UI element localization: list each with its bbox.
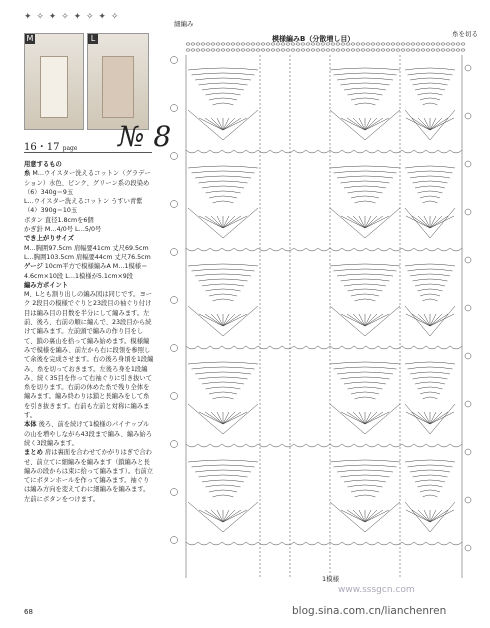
yarn-l: L…ウイスター洗えるコットン うすい青紫（4）390g＝10玉	[24, 198, 143, 215]
size-tag-l: L	[88, 34, 98, 44]
points-text: M、Lとも割り出しの編み図は同じです。ヨーク 2段目の模様でぐりと23段目の袖ぐり付け目は編み目の目数を半分にして編みます。左前、後ろ、右前の順に編んで、23段目から続けて編みます。左前頭で編みの作り目をして、鎖の裏山を拾って編み始めます。模様編みで模様を編み、前左から右に段領を参照して余後を完成させます。右の後ろ身頃を1段編み、糸を切っておきます。左後ろ身を1段編み、続く35目を作って右袖ぐりに引き抜いて糸を切ります。右前の休めた糸で残り全体を編みます。編み終わりは鎖と長編みをして糸を引き抜きます。右前も左前と対称に編みます。	[24, 291, 154, 420]
gauge-text: 10cm平方で模様編みA M…1模様＝4.6cm×10段 L…1模様が5.1cm×9段	[24, 263, 148, 280]
button-spec: ボタン 直径1.8cmを6個	[24, 216, 94, 224]
yarn-label: 糸	[24, 170, 31, 178]
chart-title: 模様編みB（分散増し目）	[272, 35, 355, 43]
body-text: 後ろ、前を続けて1模様のパイナップルの山を増やしながら43段まで編み、編み始ろ続く3段編みます。	[24, 421, 153, 447]
chart-bottom-label: 1模様	[322, 575, 340, 583]
points-title: 編み方ポイント	[24, 281, 69, 289]
watermark-small: www.sssgcn.com	[338, 585, 415, 595]
finish-label: まとめ	[24, 449, 43, 457]
watermark-url: blog.sina.com.cn/lianchenren	[292, 605, 447, 617]
gauge-title: ゲージ	[24, 263, 43, 271]
size-tag-m: M	[26, 34, 34, 43]
finish-text: 肩は裏面を合わせてかがりはぎで合わせ、前立てに細編みを編みます（鎖編みと長編みの段からは束に拾って編みます）。右前立てにボタンホールを作って編みます。袖ぐりは編み方向を変えてわに細編みを編みます。左前にボタンをつけます。	[24, 449, 154, 503]
page-ref-number: 16・17	[24, 142, 60, 153]
yarn-m: M…ウイスター洗えるコットン（グラデーション）水色、ピンク、グリーン系の段染め（6）340g＝9玉	[24, 170, 151, 196]
page-number: 68	[24, 608, 33, 616]
materials-title: 用意するもの	[24, 161, 62, 168]
chart-left-label: 細編み	[174, 20, 194, 28]
size-l: L…胸囲103.5cm 肩幅要44cm 丈尺76.5cm	[24, 253, 151, 261]
header-decoration: ✦ ✧ ✦ ✧ ✦ ✧ ✦ ✧	[24, 12, 120, 22]
chart-right-label: 糸を切る	[452, 30, 478, 38]
size-m: M…胸囲97.5cm 肩幅要41cm 丈尺69.5cm	[24, 244, 149, 252]
body-label: 本体	[24, 421, 37, 429]
page-ref-suffix: page	[62, 145, 78, 152]
size-title: でき上がりサイズ	[24, 235, 74, 243]
model-number: № 8	[118, 120, 172, 153]
hook-spec: かぎ針 M…4/0号 L…5/0号	[24, 226, 102, 234]
